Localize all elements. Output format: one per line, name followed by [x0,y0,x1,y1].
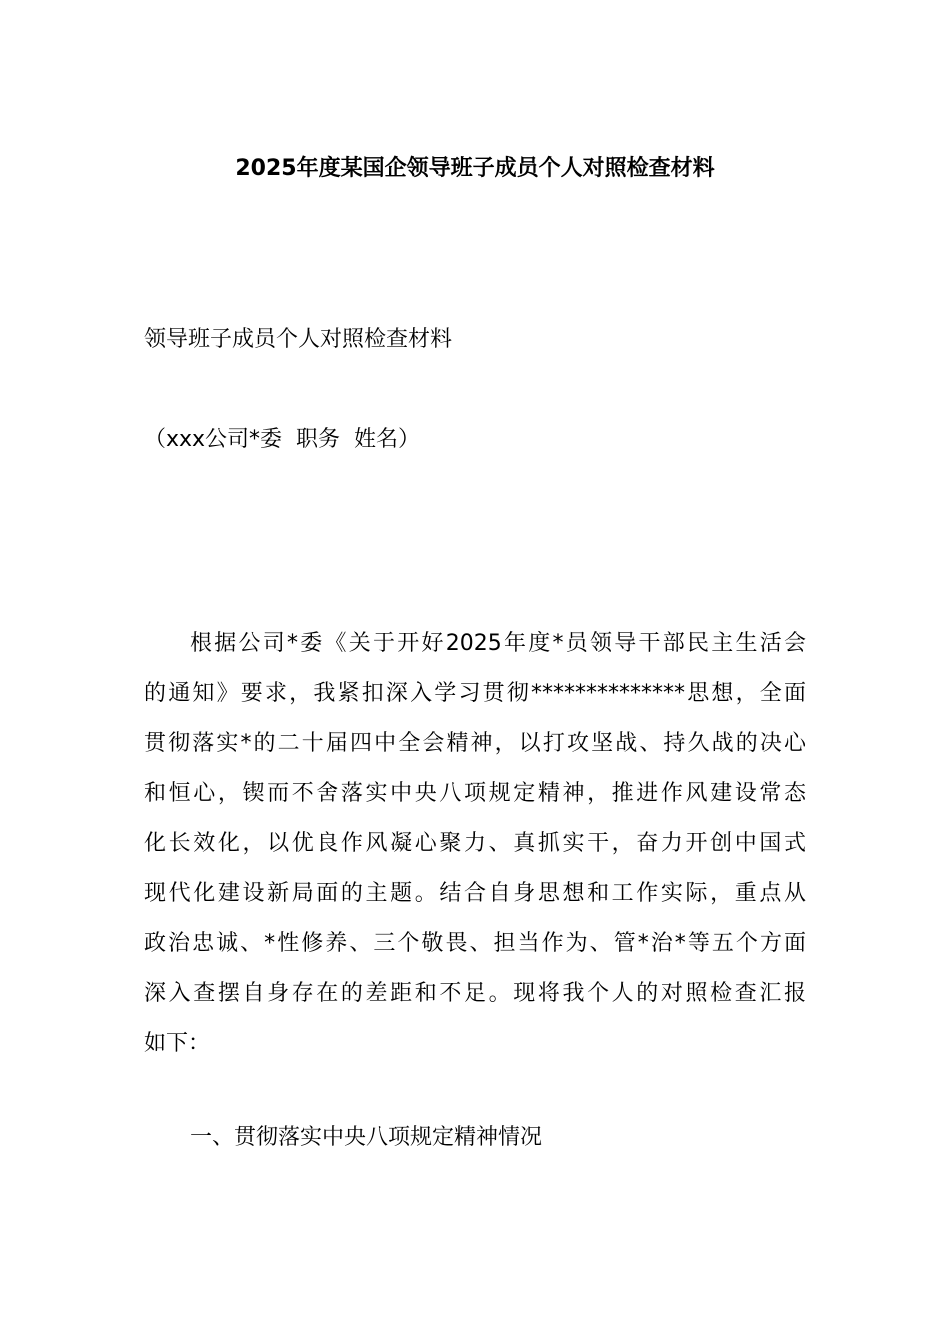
document-subtitle: 领导班子成员个人对照检查材料 [144,327,453,352]
body-paragraph [144,619,806,1069]
paragraph-line: 和恒心，锲而不舍落实中央八项规定精神，推进作风建设常态 [144,781,806,806]
paragraph-line: 现代化建设新局面的主题。结合自身思想和工作实际，重点从 [144,881,806,906]
paragraph-line: 的通知》要求，我紧扣深入学习贯彻**************思想，全面 [144,681,806,706]
document-title: 2025年度某国企领导班子成员个人对照检查材料 [235,156,715,181]
paragraph-line: 根据公司*委《关于开好2025年度*员领导干部民主生活会 [190,631,806,656]
paragraph-line: 化长效化，以优良作风凝心聚力、真抓实干，奋力开创中国式 [144,831,806,856]
author-line: （xxx公司*委 职务 姓名） [144,427,421,452]
section-heading: 一、贯彻落实中央八项规定精神情况 [190,1125,543,1150]
paragraph-line: 如下： [144,1031,211,1056]
paragraph-line: 政治忠诚、*性修养、三个敬畏、担当作为、管*治*等五个方面 [144,931,806,956]
paragraph-line: 贯彻落实*的二十届四中全会精神，以打攻坚战、持久战的决心 [144,731,806,756]
paragraph-line: 深入查摆自身存在的差距和不足。现将我个人的对照检查汇报 [144,981,806,1006]
